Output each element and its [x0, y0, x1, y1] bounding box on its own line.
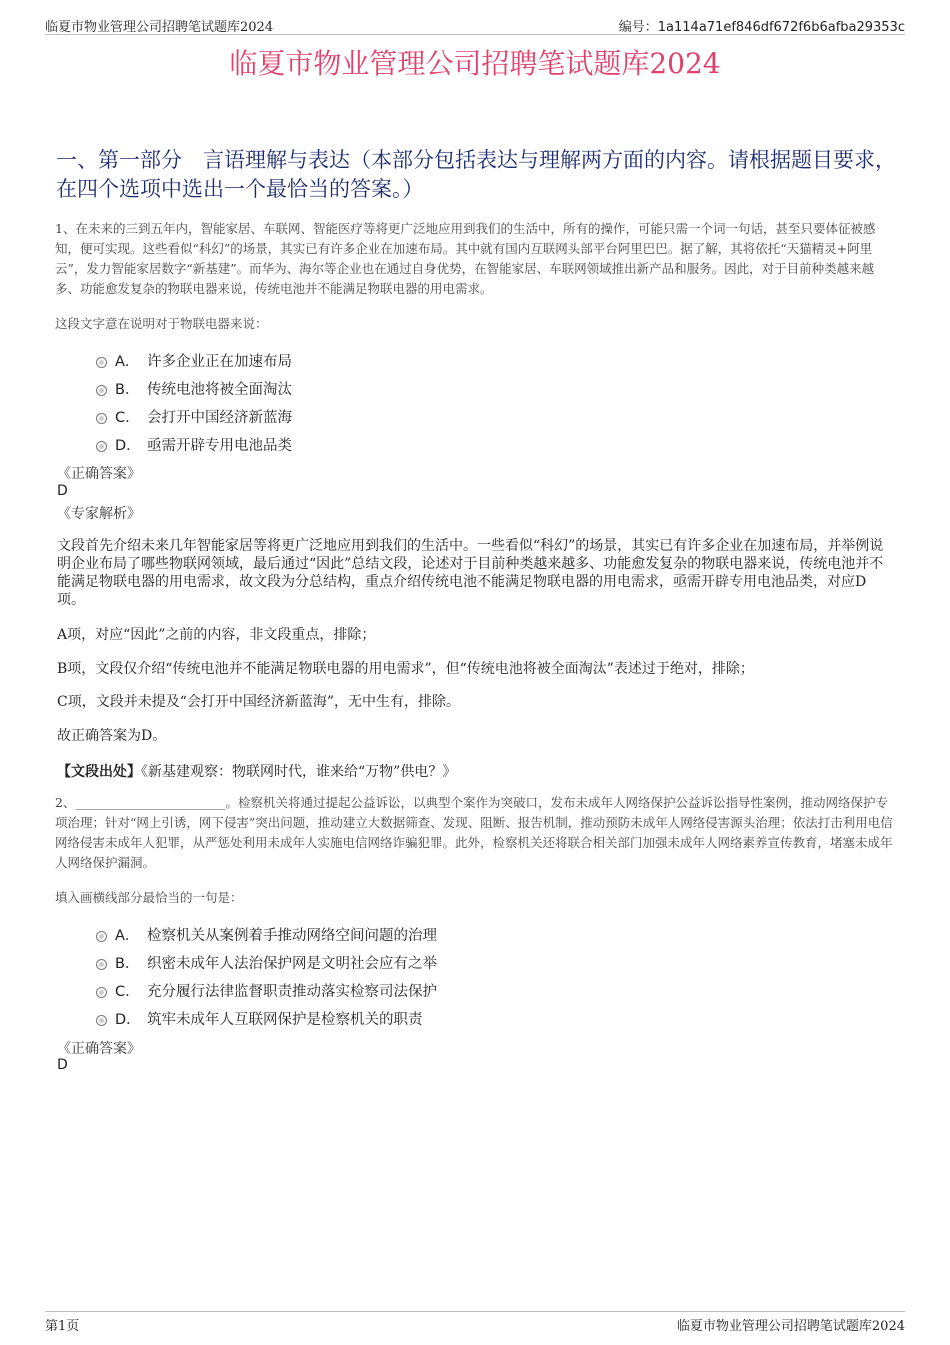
q1-answer: D — [57, 483, 68, 499]
section-heading: 一、第一部分 言语理解与表达（本部分包括表达与理解两方面的内容。请根据题目要求，在四个选项中选出一个最恰当的答案。） — [56, 148, 896, 201]
q1-option-d[interactable] — [96, 430, 696, 458]
option-text: 织密未成年人法治保护网是文明社会应有之举 — [147, 955, 437, 972]
option-letter: A． — [115, 927, 140, 944]
q1-source — [57, 761, 456, 781]
option-letter: C． — [115, 409, 140, 426]
option-letter: C． — [115, 983, 140, 1000]
question-1-options — [96, 346, 696, 458]
radio-icon[interactable] — [96, 357, 107, 368]
option-letter: D． — [115, 1011, 141, 1028]
option-text: 会打开中国经济新蓝海 — [147, 409, 292, 426]
q1-analysis-b: B项，文段仅介绍“传统电池并不能满足物联电器的用电需求”，但“传统电池将被全面淘汰”表述过于绝对，排除； — [57, 661, 754, 677]
q1-analysis-conclusion: 故正确答案为D。 — [57, 728, 167, 744]
q1-option-b[interactable] — [96, 374, 696, 402]
header-doc-title: 临夏市物业管理公司招聘笔试题库2024 — [45, 20, 274, 35]
q2-answer-label: 《正确答案》 — [57, 1041, 141, 1057]
question-2-text: 2、________________________。检察机关将通过提起公益诉讼，以典型个案作为突破口，发布未成年人网络保护公益诉讼指导性案例，推动网络保护专项治理；针对“网上引诱，网下侵害”突出问题，推动建立大数据筛查、发现、阻断、报告机制，推动预防未成年人网络侵害源头治理；依法打击利用电信网络侵害未成年人犯罪，从严惩处利用未成年人实施电信网络诈骗犯罪。此外，检察机关还将联合相关部门加强未成年人网络素养宣传教育，堵塞未成年人网络保护漏洞。 — [55, 795, 893, 870]
question-2-prompt: 填入画横线部分最恰当的一句是： — [55, 890, 243, 905]
question-1-text: 1、在未来的三到五年内，智能家居、车联网、智能医疗等将更广泛地应用到我们的生活中，所有的操作，可能只需一个词一句话，甚至只要体征被感知，便可实现。这些看似“科幻”的场景，其实已有许多企业在加速布局。其中就有国内互联网头部平台阿里巴巴。据了解，其将依托“天猫精灵+阿里云”，发力智能家居数字“新基建”。而华为、海尔等企业也在通过自身优势，在智能家居、车联网领域推出新产品和服务。因此，对于目前种类越来越多、功能愈发复杂的物联电器来说，传统电池并不能满足物联电器的用电需求。 — [55, 221, 876, 296]
question-2-options — [96, 920, 696, 1032]
radio-icon[interactable] — [96, 987, 107, 998]
question-1-prompt: 这段文字意在说明对于物联电器来说： — [55, 316, 268, 331]
footer-doc-title: 临夏市物业管理公司招聘笔试题库2024 — [676, 1319, 905, 1334]
q2-answer: D — [57, 1057, 68, 1073]
q2-option-d[interactable] — [96, 1004, 696, 1032]
source-text: 《新基建观察：物联网时代，谁来给“万物”供电？》 — [141, 764, 457, 780]
radio-icon[interactable] — [96, 1015, 107, 1026]
q1-option-a[interactable] — [96, 346, 696, 374]
option-letter: B． — [115, 381, 140, 398]
option-text: 检察机关从案例着手推动网络空间问题的治理 — [147, 927, 437, 944]
q1-analysis-summary: 文段首先介绍未来几年智能家居等将更广泛地应用到我们的生活中。一些看似“科幻”的场景，其实已有许多企业在加速布局，并举例说明企业布局了哪些物联网领域，最后通过“因此”总结文段，论述对于目前种类越来越多、功能愈发复杂的物联电器来说，传统电池并不能满足物联电器的用电需求，故文段为分总结构，重点介绍传统电池不能满足物联电器的用电需求，亟需开辟专用电池品类，对应D项。 — [57, 538, 884, 608]
page-number: 第1页 — [45, 1319, 80, 1334]
page-header — [45, 14, 905, 35]
radio-icon[interactable] — [96, 931, 107, 942]
option-letter: A． — [115, 353, 140, 370]
option-letter: B． — [115, 955, 140, 972]
option-text: 筑牢未成年人互联网保护是检察机关的职责 — [147, 1011, 423, 1028]
header-doc-id: 编号：1a114a71ef846df672f6b6afba29353c — [618, 20, 905, 35]
radio-icon[interactable] — [96, 385, 107, 396]
option-text: 传统电池将被全面淘汰 — [147, 381, 292, 398]
source-label: 【文段出处】 — [57, 764, 141, 780]
radio-icon[interactable] — [96, 441, 107, 452]
q1-answer-label: 《正确答案》 — [57, 466, 141, 482]
option-text: 充分履行法律监督职责推动落实检察司法保护 — [147, 983, 437, 1000]
q1-analysis-a: A项，对应“因此”之前的内容，非文段重点，排除； — [57, 627, 376, 643]
option-letter: D． — [115, 437, 141, 454]
q1-option-c[interactable] — [96, 402, 696, 430]
q1-analysis-c: C项，文段并未提及“会打开中国经济新蓝海”，无中生有，排除。 — [57, 694, 461, 710]
radio-icon[interactable] — [96, 959, 107, 970]
radio-icon[interactable] — [96, 413, 107, 424]
q2-option-c[interactable] — [96, 976, 696, 1004]
page-footer — [45, 1311, 905, 1334]
q2-option-b[interactable] — [96, 948, 696, 976]
q2-option-a[interactable] — [96, 920, 696, 948]
document-title: 临夏市物业管理公司招聘笔试题库2024 — [229, 47, 721, 80]
option-text: 亟需开辟专用电池品类 — [147, 437, 292, 454]
q1-analysis-label: 《专家解析》 — [57, 506, 141, 522]
option-text: 许多企业正在加速布局 — [147, 353, 292, 370]
